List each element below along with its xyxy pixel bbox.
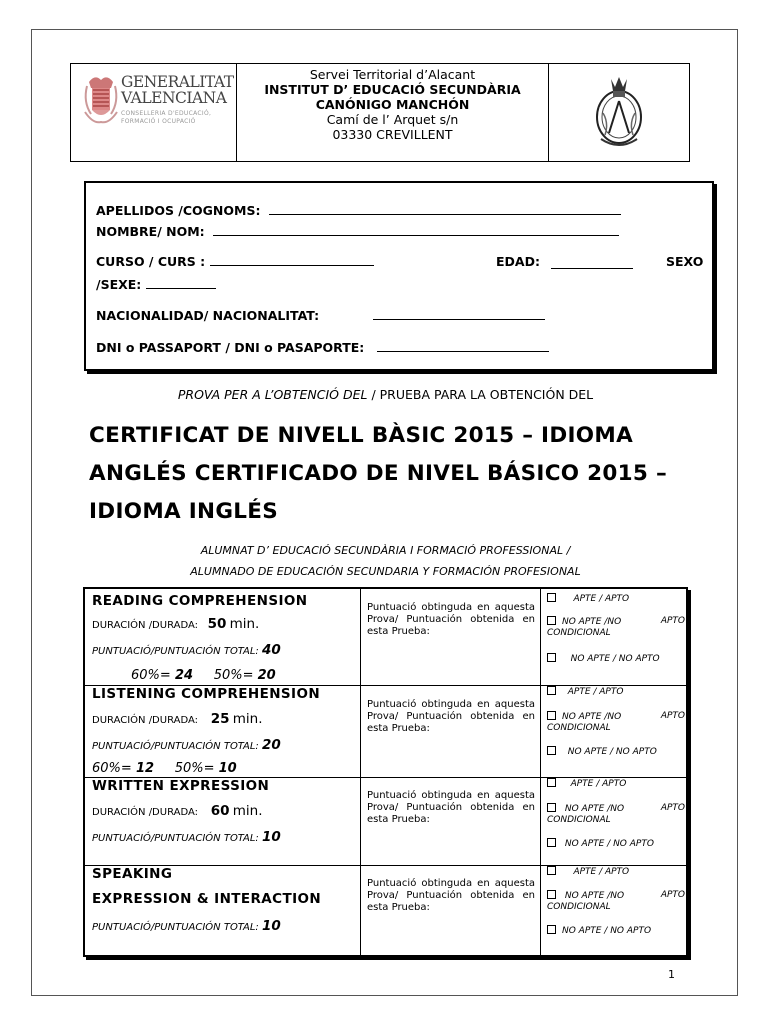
section-name: SPEAKING	[92, 866, 173, 882]
age-label: EDAD:	[496, 254, 540, 269]
student-data-box	[84, 181, 714, 371]
student-type	[32, 540, 739, 582]
option-apte[interactable]: APTE / APTO	[547, 593, 685, 605]
checkbox[interactable]	[547, 686, 556, 695]
option-no-apte-condicional[interactable]: NO APTE /NO APTO CONDICIONAL	[547, 803, 685, 825]
checkbox[interactable]	[547, 925, 556, 934]
option-no-apte-condicional[interactable]: NO APTE /NO APTO CONDICIONAL	[547, 616, 685, 638]
surname-label: APELLIDOS /COGNOMS:	[96, 203, 261, 218]
score-label: Puntuació obtinguda en aquesta Prova/ Puntuación obtenida en esta Prueba:	[367, 878, 535, 913]
result-options	[541, 866, 686, 955]
surname-line	[96, 203, 621, 218]
title-line-2: ANGLÉS CERTIFICADO DE NIVEL BÁSICO 2015 –	[89, 461, 668, 486]
checkbox[interactable]	[547, 866, 556, 875]
document-title	[89, 417, 709, 531]
student-type-spanish: ALUMNADO DE EDUCACIÓN SECUNDARIA Y FORMACIÓN PROFESIONAL	[190, 565, 581, 578]
score-label: Puntuació obtinguda en aquesta Prova/ Puntuación obtenida en esta Prueba:	[367, 602, 535, 637]
score-label: Puntuació obtinguda en aquesta Prova/ Puntuación obtenida en esta Prueba:	[367, 699, 535, 734]
total-score: PUNTUACIÓ/PUNTUACIÓN TOTAL: 40	[92, 642, 281, 658]
checkbox[interactable]	[547, 890, 556, 899]
score-cell	[361, 778, 541, 865]
option-no-apte-condicional[interactable]: NO APTE /NO APTO CONDICIONAL	[547, 711, 685, 733]
school-name: CANÓNIGO MANCHÓN	[315, 97, 470, 112]
nationality-field[interactable]	[373, 319, 545, 320]
result-options	[541, 778, 686, 865]
checkbox[interactable]	[547, 838, 556, 847]
page-number: 1	[668, 968, 675, 981]
exam-sections-table	[83, 587, 688, 957]
checkbox[interactable]	[547, 593, 556, 602]
score-cell	[361, 589, 541, 685]
territorial-service: Servei Territorial d’Alacant	[309, 67, 476, 82]
name-label: NOMBRE/ NOM:	[96, 224, 205, 239]
postal-city: 03330 CREVILLENT	[332, 127, 453, 142]
section-name: WRITTEN EXPRESSION	[92, 778, 270, 794]
checkbox[interactable]	[547, 746, 556, 755]
surname-field[interactable]	[269, 214, 621, 215]
name-line	[96, 224, 619, 239]
letterhead	[70, 63, 690, 162]
duration: DURACIÓN /DURADA: 50 min.	[92, 616, 260, 632]
sex-field[interactable]	[146, 288, 216, 289]
section-name: LISTENING COMPREHENSION	[92, 686, 321, 702]
checkbox[interactable]	[547, 803, 556, 812]
result-options	[541, 686, 686, 777]
option-apte[interactable]: APTE / APTO	[547, 686, 685, 698]
checkbox[interactable]	[547, 778, 556, 787]
section-info	[85, 778, 361, 865]
section-info	[85, 866, 361, 955]
option-apte[interactable]: APTE / APTO	[547, 866, 685, 878]
title-line-3: IDIOMA INGLÉS	[89, 499, 279, 524]
table-row	[85, 778, 686, 866]
section-info	[85, 589, 361, 685]
name-field[interactable]	[213, 235, 619, 236]
sex-label-2: /SEXE:	[96, 277, 142, 292]
course-label: CURSO / CURS :	[96, 254, 206, 269]
dni-label: DNI o PASSAPORT / DNI o PASAPORTE:	[96, 340, 365, 355]
score-label: Puntuació obtinguda en aquesta Prova/ Puntuación obtenida en esta Prueba:	[367, 790, 535, 825]
logo-subtitle: CONSELLERIA D'EDUCACIÓ, FORMACIÓ I OCUPACIÓ	[121, 110, 212, 125]
result-options	[541, 589, 686, 685]
table-row	[85, 589, 686, 686]
age-field[interactable]	[551, 268, 633, 269]
section-name-2: EXPRESSION & INTERACTION	[92, 891, 322, 907]
nationality-line	[96, 308, 545, 323]
checkbox[interactable]	[547, 711, 556, 720]
sex-label: SEXO	[666, 254, 704, 269]
section-name: READING COMPREHENSION	[92, 593, 308, 609]
nationality-label: NACIONALIDAD/ NACIONALITAT:	[96, 308, 320, 323]
pass-marks: 60%= 12 50%= 10	[92, 761, 237, 776]
score-cell	[361, 686, 541, 777]
option-apte[interactable]: APTE / APTO	[547, 778, 685, 790]
dni-field[interactable]	[377, 351, 549, 352]
exam-intro-spanish: / PRUEBA PARA LA OBTENCIÓN DEL	[367, 387, 594, 402]
checkbox[interactable]	[547, 653, 556, 662]
option-no-apte-condicional[interactable]: NO APTE /NO APTO CONDICIONAL	[547, 890, 685, 912]
dni-line	[96, 340, 549, 355]
total-score: PUNTUACIÓ/PUNTUACIÓN TOTAL: 10	[92, 829, 281, 845]
option-no-apte[interactable]: NO APTE / NO APTO	[547, 838, 685, 850]
table-row	[85, 686, 686, 778]
institution-info	[237, 64, 549, 161]
institute-name: INSTITUT D’ EDUCACIÓ SECUNDÀRIA	[264, 82, 521, 97]
exam-intro-valencian: PROVA PER A L’OBTENCIÓ DEL	[177, 387, 368, 402]
checkbox[interactable]	[547, 616, 556, 625]
school-seal	[549, 64, 689, 161]
title-line-1: CERTIFICAT DE NIVELL BÀSIC 2015 – IDIOMA	[89, 423, 634, 448]
score-cell	[361, 866, 541, 955]
option-no-apte[interactable]: NO APTE / NO APTO	[547, 746, 685, 758]
sex-line	[96, 277, 216, 292]
option-no-apte[interactable]: NO APTE / NO APTO	[547, 925, 685, 937]
generalitat-logo	[71, 64, 237, 161]
page	[31, 29, 738, 996]
total-score: PUNTUACIÓ/PUNTUACIÓN TOTAL: 20	[92, 737, 281, 753]
seal-emblem-icon	[589, 73, 649, 153]
duration: DURACIÓN /DURADA: 25 min.	[92, 711, 263, 727]
option-no-apte[interactable]: NO APTE / NO APTO	[547, 653, 685, 665]
table-row	[85, 866, 686, 955]
total-score: PUNTUACIÓ/PUNTUACIÓN TOTAL: 10	[92, 918, 281, 934]
pass-marks: 60%= 24 50%= 20	[131, 668, 276, 683]
course-line	[96, 254, 706, 269]
duration: DURACIÓN /DURADA: 60 min.	[92, 803, 263, 819]
logo-wordmark: GENERALITAT VALENCIANA	[121, 73, 234, 107]
coat-of-arms-icon	[81, 72, 121, 132]
section-info	[85, 686, 361, 777]
student-type-valencian: ALUMNAT D’ EDUCACIÓ SECUNDÀRIA I FORMACIÓ PROFESSIONAL /	[200, 544, 571, 557]
course-field[interactable]	[210, 265, 374, 266]
address: Camí de l’ Arquet s/n	[326, 112, 459, 127]
exam-intro	[32, 387, 739, 402]
